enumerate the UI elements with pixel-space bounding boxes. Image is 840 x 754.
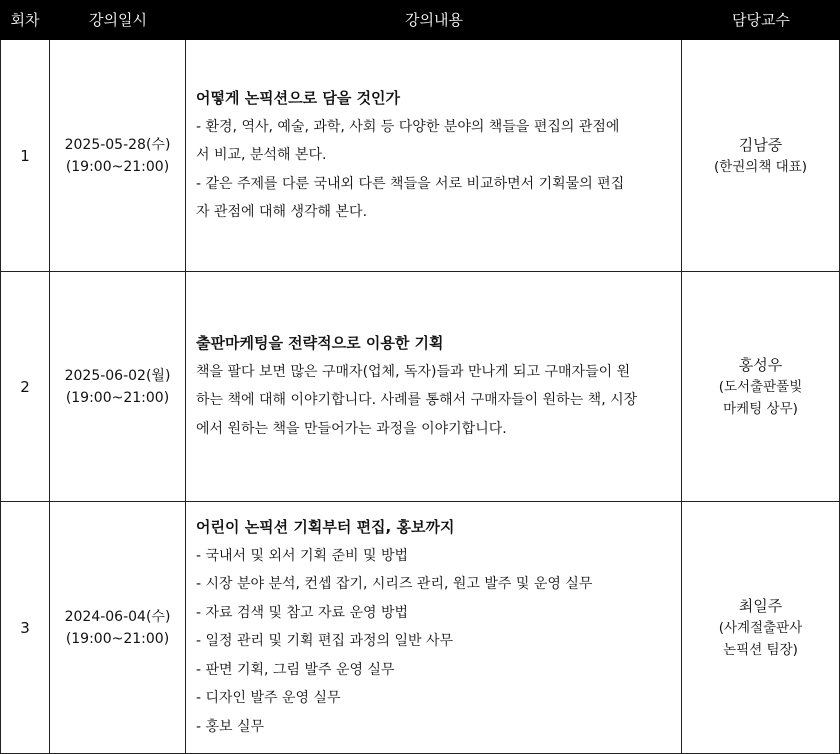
professor-name: 홍성우 — [738, 355, 783, 374]
lecture-title: 어떻게 논픽션으로 담을 것인가 — [196, 88, 401, 107]
row-date-cell — [50, 272, 186, 501]
professor-affiliation: (도서출판풀빛 — [718, 378, 803, 395]
row-content-cell — [186, 502, 682, 753]
row-date: 2025-05-28(수) — [64, 136, 171, 153]
row-professor-cell — [682, 40, 840, 271]
header-date: 강의일시 — [89, 11, 147, 29]
row-time: (19:00~21:00) — [65, 158, 170, 175]
lecture-line: - 일정 관리 및 기획 편집 과정의 일반 사무 — [196, 633, 454, 650]
row-no: 3 — [0, 502, 50, 753]
lecture-line: - 판면 기획, 그림 발주 운영 실무 — [196, 661, 395, 678]
header-content: 강의내용 — [405, 11, 463, 29]
row-content-cell — [186, 40, 682, 271]
lecture-line: - 시장 분야 분석, 컨셉 잡기, 시리즈 관리, 원고 발주 및 운영 실무 — [196, 576, 593, 593]
lecture-line: - 같은 주제를 다룬 국내외 다른 책들을 서로 비교하면서 기획물의 편집 — [196, 175, 625, 192]
professor-affiliation: (한권의책 대표) — [713, 158, 808, 175]
row-professor-cell — [682, 272, 840, 501]
row-time: (19:00~21:00) — [65, 630, 170, 647]
lecture-title: 어린이 논픽션 기획부터 편집, 홍보까지 — [196, 517, 455, 536]
row-no: 1 — [0, 40, 50, 271]
row-no: 2 — [0, 272, 50, 501]
professor-affiliation: 마케팅 상무) — [723, 400, 798, 417]
lecture-line: 자 관점에 대해 생각해 본다. — [196, 204, 368, 220]
row-professor-cell — [682, 502, 840, 753]
row-date: 2025-06-02(월) — [64, 367, 171, 384]
table-row — [0, 40, 840, 272]
table-row — [0, 272, 840, 502]
professor-affiliation: (사계절출판사 — [718, 619, 803, 636]
header-professor: 담당교수 — [732, 11, 790, 29]
table-header — [0, 0, 840, 40]
row-date-cell — [50, 502, 186, 753]
professor-name: 최일주 — [738, 596, 783, 615]
lecture-line: 책을 팔다 보면 많은 구매자(업체, 독자)들과 만나게 되고 구매자들이 원 — [196, 363, 631, 380]
lecture-line: 하는 책에 대해 이야기합니다. 사례를 통해서 구매자들이 원하는 책, 시장 — [196, 392, 638, 409]
lecture-line: - 국내서 및 외서 기획 준비 및 방법 — [196, 547, 409, 564]
header-no: 회차 — [10, 11, 40, 29]
row-time: (19:00~21:00) — [65, 389, 170, 406]
row-content-cell — [186, 272, 682, 501]
row-date-cell — [50, 40, 186, 271]
professor-name: 김남중 — [738, 135, 783, 154]
lecture-line: 서 비교, 분석해 본다. — [196, 147, 327, 163]
professor-affiliation: 논픽션 팀장) — [723, 641, 798, 658]
lecture-line: 에서 원하는 책을 만들어가는 과정을 이야기합니다. — [196, 420, 507, 437]
lecture-title: 출판마케팅을 전략적으로 이용한 기획 — [196, 333, 444, 352]
lecture-line: - 환경, 역사, 예술, 과학, 사회 등 다양한 분야의 책들을 편집의 관점에 — [196, 118, 620, 135]
lecture-line: - 자료 검색 및 참고 자료 운영 방법 — [196, 604, 409, 621]
lecture-line: - 디자인 발주 운영 실무 — [196, 690, 341, 707]
row-date: 2024-06-04(수) — [64, 608, 171, 625]
table-row — [0, 502, 840, 754]
lecture-line: - 홍보 실무 — [196, 718, 265, 735]
